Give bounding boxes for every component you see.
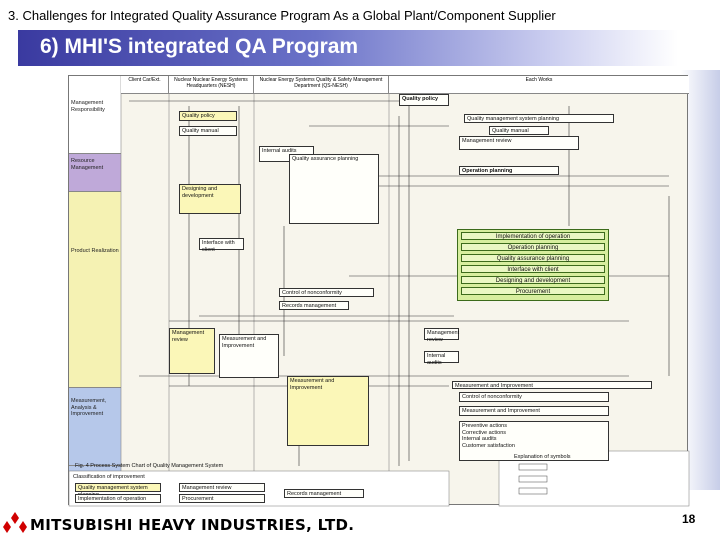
- box-data-analysis: Internal audits: [424, 351, 459, 363]
- box-records: Records management: [284, 489, 364, 498]
- improvement-item: Corrective actions: [462, 429, 507, 436]
- box-delivery: Records management: [279, 301, 349, 310]
- box-qs-improvement: Measurement and Improvement: [287, 376, 369, 446]
- box-quality-policy: Quality policy: [399, 94, 449, 106]
- figure-caption: Fig. 4 Process System Chart of Quality Management System: [75, 463, 224, 469]
- box-management-review-right: Management review: [424, 328, 459, 340]
- classification-title: Classification of improvement: [73, 474, 145, 480]
- section-header-text: 3. Challenges for Integrated Quality Assurance Program As a Global Plant/Component Supplier: [8, 8, 556, 23]
- company-name: MITSUBISHI HEAVY INDUSTRIES, LTD.: [30, 516, 355, 534]
- box-management-review: Management review: [459, 136, 579, 150]
- symbols-title: Explanation of symbols: [514, 454, 571, 460]
- column-head-nesh: Nuclear Nuclear Energy Systems Headquarters (NESH): [169, 76, 254, 94]
- box-operation-review: Operation planning: [459, 166, 559, 175]
- box-inspection: Control of nonconformity: [279, 288, 374, 297]
- process-chart: [68, 75, 688, 505]
- column-head-qsnesh: Nuclear Energy Systems Quality & Safety Management Department (QS-NESH): [254, 76, 389, 94]
- box-improvement: Measurement and Improvement: [459, 406, 609, 416]
- box-nesh-manual: Quality manual: [179, 126, 237, 136]
- box-implementation: Implementation of operation: [461, 232, 605, 240]
- box-mgmt-review-input: Management review: [169, 328, 215, 374]
- box-quality-manual: Quality manual: [489, 126, 549, 135]
- lane-measurement: Measurement, Analysis & Improvement: [69, 396, 121, 466]
- box-qms-planning: Quality management system planning: [464, 114, 614, 123]
- box-drawings: Interface with client: [199, 238, 244, 250]
- box-qs-requirements: Quality assurance planning: [289, 154, 379, 224]
- box-class-resource: Procurement: [179, 494, 265, 503]
- lane-product: Product Realization: [69, 246, 121, 388]
- improvement-item: Customer satisfaction: [462, 442, 515, 449]
- slide-title: 6) MHI'S integrated QA Program: [40, 35, 359, 58]
- box-class-quality: Quality management system: [75, 483, 161, 492]
- mitsubishi-diamonds-icon: [2, 512, 28, 534]
- section-header: [0, 0, 720, 30]
- column-head-client: Client Car/Ext.: [121, 76, 169, 94]
- box-class-product: Implementation of operation: [75, 494, 161, 503]
- improvement-item: Preventive actions: [462, 423, 507, 429]
- box-design-review: Designing and development: [179, 184, 241, 214]
- box-interface: Interface with client: [461, 265, 605, 273]
- improvement-item: Internal audits: [462, 436, 497, 442]
- company-logo: [0, 508, 360, 538]
- title-band: [18, 30, 678, 66]
- lane-management: Management Responsibility: [69, 98, 121, 154]
- lane-resource: Resource Management: [69, 156, 121, 192]
- page-number: 18: [682, 512, 696, 526]
- box-review-output: Measurement and Improvement: [219, 334, 279, 378]
- box-qs-audits: Internal audits: [259, 146, 314, 162]
- box-nonconformity: Control of nonconformity: [459, 392, 609, 402]
- box-operation-planning: Operation planning: [461, 243, 605, 251]
- box-qa-planning: Quality assurance planning: [461, 254, 605, 262]
- box-design: Designing and development: [461, 276, 605, 284]
- box-class-management: Management review: [179, 483, 265, 492]
- box-measure-improve: Measurement and Improvement: [452, 381, 652, 389]
- box-procurement: Procurement: [461, 287, 605, 295]
- column-head-works: Each Works: [389, 76, 689, 94]
- box-nesh-policy: Quality policy: [179, 111, 237, 121]
